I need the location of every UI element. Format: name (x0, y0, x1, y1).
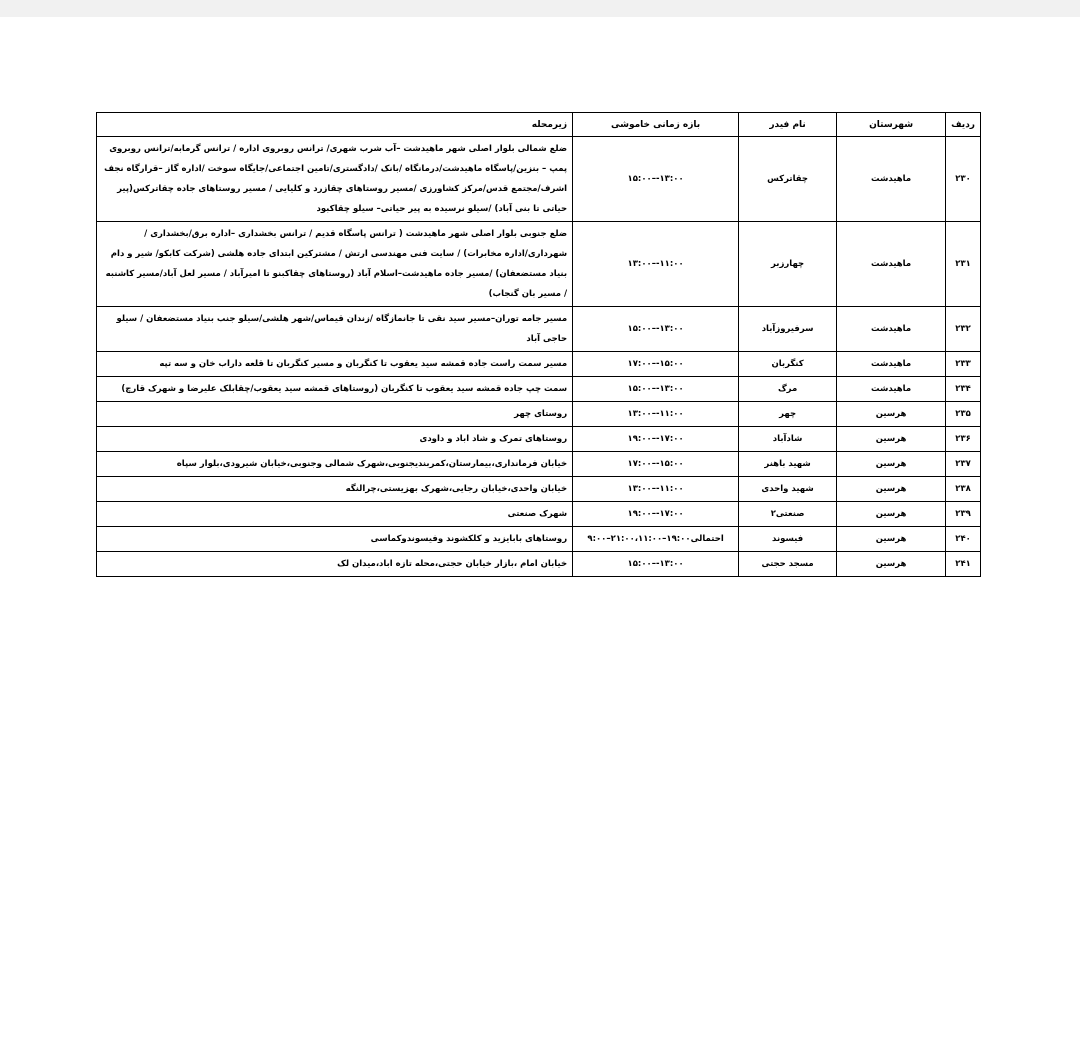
table-row (97, 402, 981, 427)
table-row (97, 477, 981, 502)
cell-feeder: شادآباد (739, 427, 837, 452)
cell-feeder: کنگربان (739, 352, 837, 377)
cell-time-window: ۱۷:۰۰-–۱۹:۰۰ (573, 427, 739, 452)
cell-feeder: چهر (739, 402, 837, 427)
cell-feeder: مرگ (739, 377, 837, 402)
table-row (97, 222, 981, 307)
cell-row-number: ۲۴۰ (946, 527, 981, 552)
cell-sub-area: سمت چپ جاده قمشه سید یعقوب تا کنگربان (روستاهای قمشه سید یعقوب/چقابلک علیرضا و شهرک قارچ) (97, 377, 573, 402)
cell-row-number: ۲۴۱ (946, 552, 981, 577)
table-row (97, 352, 981, 377)
table-row (97, 137, 981, 222)
cell-sub-area: مسیر سمت راست جاده قمشه سید یعقوب تا کنگربان و مسیر کنگربان تا قلعه داراب خان و سه تپه (97, 352, 573, 377)
cell-county: هرسین (837, 402, 946, 427)
cell-county: هرسین (837, 552, 946, 577)
cell-sub-area: خیابان امام ،بازار خیابان حجتی،محله تازه اباد،میدان لک (97, 552, 573, 577)
table-row (97, 552, 981, 577)
cell-feeder: مسجد حجتی (739, 552, 837, 577)
cell-time-window: ۱۵:۰۰-–۱۷:۰۰ (573, 352, 739, 377)
cell-county: هرسین (837, 527, 946, 552)
cell-county: ماهیدشت (837, 137, 946, 222)
cell-feeder: شهید واحدی (739, 477, 837, 502)
top-bar (0, 0, 1080, 17)
table-header-row (97, 113, 981, 137)
cell-time-window: ۱۱:۰۰-–۱۳:۰۰ (573, 402, 739, 427)
header-row-number: ردیف (946, 113, 981, 137)
cell-time-window: ۱۷:۰۰-–۱۹:۰۰ (573, 502, 739, 527)
cell-row-number: ۲۳۴ (946, 377, 981, 402)
cell-county: هرسین (837, 427, 946, 452)
cell-row-number: ۲۳۷ (946, 452, 981, 477)
cell-feeder: شهید باهنر (739, 452, 837, 477)
table-row (97, 527, 981, 552)
cell-row-number: ۲۳۹ (946, 502, 981, 527)
cell-sub-area: روستای چهر (97, 402, 573, 427)
cell-time-window: ۱۵:۰۰-–۱۷:۰۰ (573, 452, 739, 477)
cell-feeder: فیسوند (739, 527, 837, 552)
cell-row-number: ۲۳۸ (946, 477, 981, 502)
cell-time-window: ۱۳:۰۰-–۱۵:۰۰ (573, 552, 739, 577)
cell-row-number: ۲۳۶ (946, 427, 981, 452)
cell-feeder: چهارزبر (739, 222, 837, 307)
cell-row-number: ۲۳۵ (946, 402, 981, 427)
header-county: شهرستان (837, 113, 946, 137)
cell-feeder: چقاترکس (739, 137, 837, 222)
cell-county: هرسین (837, 452, 946, 477)
cell-county: ماهیدشت (837, 377, 946, 402)
cell-time-window: ۱۳:۰۰-–۱۵:۰۰ (573, 377, 739, 402)
cell-row-number: ۲۳۳ (946, 352, 981, 377)
cell-sub-area: شهرک صنعتی (97, 502, 573, 527)
cell-county: ماهیدشت (837, 222, 946, 307)
cell-sub-area: خیابان واحدی،خیابان رجایی،شهرک بهزیستی،چرالنگه (97, 477, 573, 502)
cell-county: ماهیدشت (837, 307, 946, 352)
header-time-window: بازه زمانی خاموشی (573, 113, 739, 137)
cell-sub-area: روستاهای بابایزید و کلکشوند وفیسوندوکماسی (97, 527, 573, 552)
cell-sub-area: خیابان فرمانداری،بیمارستان،کمربندیجنوبی،شهرک شمالی وجنوبی،خیابان شیرودی،بلوار سپاه (97, 452, 573, 477)
cell-sub-area: مسیر جامه توران–مسیر سید نقی تا جانمازگاه /زندان قیماس/شهر هلشی/سیلو جنب بنیاد مستضعفان / سیلو حاجی آباد (97, 307, 573, 352)
cell-county: ماهیدشت (837, 352, 946, 377)
table-row (97, 307, 981, 352)
table-row (97, 377, 981, 402)
table-row (97, 427, 981, 452)
cell-sub-area: روستاهای تمرک و شاد اباد و داودی (97, 427, 573, 452)
outage-schedule-table (96, 112, 981, 577)
cell-county: هرسین (837, 477, 946, 502)
cell-sub-area: ضلع جنوبی بلوار اصلی شهر ماهیدشت ( ترانس پاسگاه قدیم / ترانس بخشداری –اداره برق/بخشداری /شهرداری/اداره مخابرات) / سایت فنی مهندسی ارتش / مشترکین ابتدای جاده هلشی (شرکت کابکو/ شیر و دام بنیاد مستضعفان) /مسیر جاده ماهیدشت–اسلام آباد (روستاهای چقاکبنو تا امیرآباد / مسیر لعل آباد/مسیر کاشنبه / مسیر بان گنجاب) (97, 222, 573, 307)
cell-row-number: ۲۳۰ (946, 137, 981, 222)
cell-time-window: ۱۱:۰۰-–۱۳:۰۰ (573, 477, 739, 502)
cell-row-number: ۲۳۲ (946, 307, 981, 352)
cell-sub-area: ضلع شمالی بلوار اصلی شهر ماهیدشت –آب شرب شهری/ ترانس روبروی اداره / ترانس گرمابه/ترانس روبروی پمپ – بنزین/پاسگاه ماهیدشت/درمانگاه /بانک /دادگستری/تامین اجتماعی/جایگاه سوخت /اداره گاز –قرارگاه نجف اشرف/مجتمع قدس/مرکز کشاورزی /مسیر روستاهای چقازرد و کلیایی / مسیر روستاهای جاده چقاترکس(پیر حیاتی تا بنی آباد) /سیلو نرسیده به پیر حیاتی– سیلو چقاکبود (97, 137, 573, 222)
header-feeder: نام فیدر (739, 113, 837, 137)
cell-county: هرسین (837, 502, 946, 527)
cell-time-window: ۱۳:۰۰-–۱۵:۰۰ (573, 307, 739, 352)
cell-feeder: سرفیروزآباد (739, 307, 837, 352)
table-body (97, 137, 981, 577)
cell-time-window: احتمالی۱۹:۰۰–۲۱:۰۰،۱۱:۰۰–۹:۰۰ (573, 527, 739, 552)
cell-time-window: ۱۳:۰۰-–۱۵:۰۰ (573, 137, 739, 222)
cell-row-number: ۲۳۱ (946, 222, 981, 307)
table-row (97, 502, 981, 527)
cell-time-window: ۱۱:۰۰-–۱۳:۰۰ (573, 222, 739, 307)
cell-feeder: صنعتی۲ (739, 502, 837, 527)
table-row (97, 452, 981, 477)
header-sub-area: زیرمحله (97, 113, 573, 137)
